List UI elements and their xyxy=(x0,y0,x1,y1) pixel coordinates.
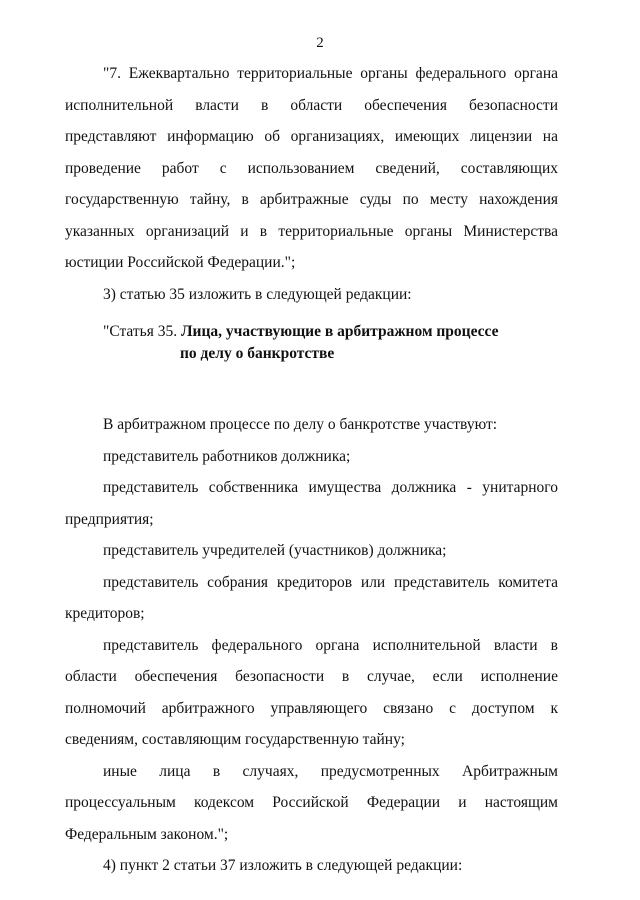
spacer xyxy=(65,310,558,316)
paragraph-employees-representative: представитель работников должника; xyxy=(103,447,351,465)
paragraph-founders-representative: представитель учредителей (участников) должника; xyxy=(103,542,447,559)
paragraph-other-persons: иные лица в случаях, предусмотренных Арбитражным процессуальным кодексом Российской Федерации и настоящим Федеральным законом."; xyxy=(65,762,558,843)
article-35-heading xyxy=(65,321,558,365)
spacer xyxy=(65,365,558,409)
paragraph-clause-7: "7. Ежеквартально территориальные органы федерального органа исполнительной власти в области обеспечения безопасности представляют информацию об организациях, имеющих лицензии на проведение работ с использованием сведений, составляющих государственную тайну, в арбитражные суды по месту нахождения указанных организаций и в территориальные органы Министерства юстиции Российской Федерации."; xyxy=(65,65,558,271)
paragraph-security-agency-representative: представитель федерального органа исполнительной власти в области обеспечения безопасности в случае, если исполнение полномочий арбитражного управляющего связано с доступом к сведениям, составляющим государственную тайну; xyxy=(65,636,558,748)
paragraph-amendment-article-37: 4) пункт 2 статьи 37 изложить в следующей редакции: xyxy=(103,857,463,874)
paragraph-participants-intro: В арбитражном процессе по делу о банкротстве участвуют: xyxy=(103,416,498,433)
paragraph-owner-representative: представитель собственника имущества должника - унитарного предприятия; xyxy=(65,479,558,528)
paragraph-amendment-article-35: 3) статью 35 изложить в следующей редакции: xyxy=(103,285,412,303)
article-35-title-line-1: Лица, участвующие в арбитражном процессе xyxy=(181,323,499,340)
page-number: 2 xyxy=(316,35,324,51)
document-body xyxy=(65,58,558,882)
article-35-title-line-2: по делу о банкротстве xyxy=(180,345,335,362)
article-35-number: "Статья 35. xyxy=(103,323,181,340)
paragraph-creditors-representative: представитель собрания кредиторов или представитель комитета кредиторов; xyxy=(65,573,558,622)
